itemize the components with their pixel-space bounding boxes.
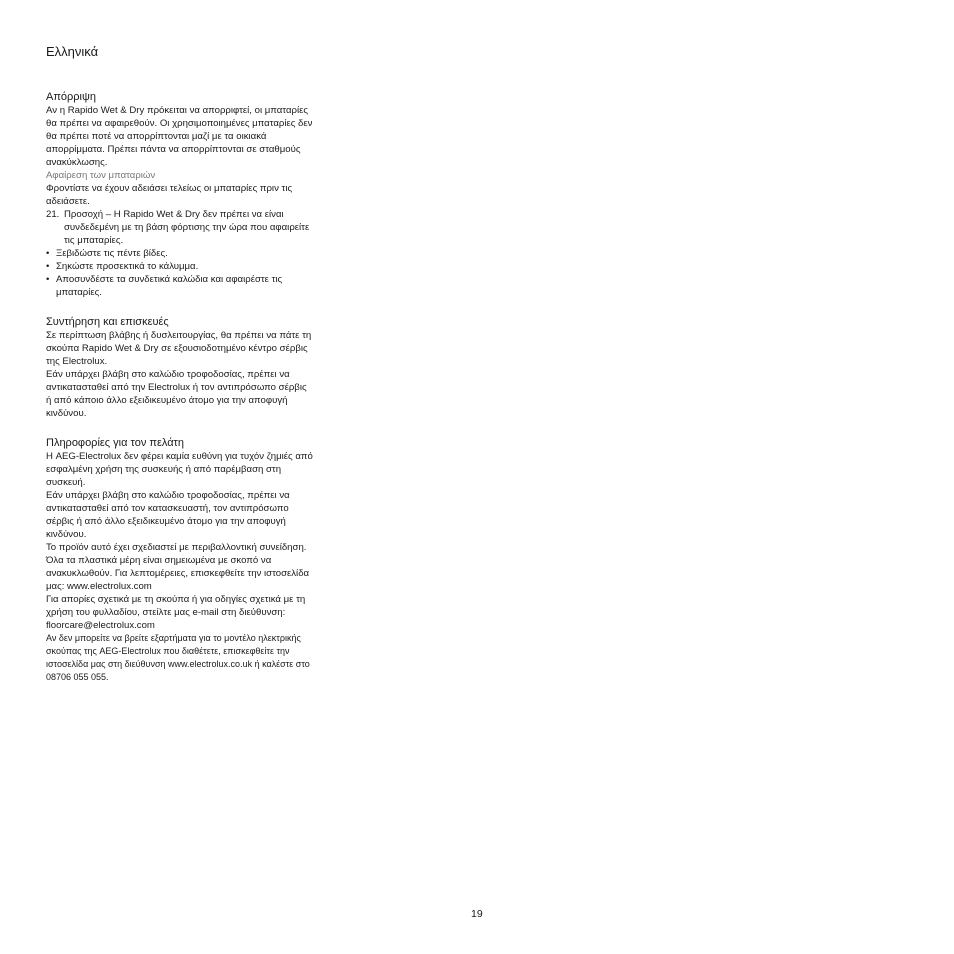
maintenance-title: Συντήρηση και επισκευές xyxy=(46,316,169,328)
battery-steps-list xyxy=(46,247,314,299)
disposal-section xyxy=(46,90,314,299)
customer-info-p3: Το προϊόν αυτό έχει σχεδιαστεί με περιβαλλοντική συνείδηση. Όλα τα πλαστικά μέρη είναι σημειωμένα με σκοπό να ανακυκλωθούν. Για λεπτομέρειες, επισκεφθείτε την ιστοσελίδα μας: www.electrolux.com xyxy=(46,542,310,592)
step-21 xyxy=(46,208,314,247)
page-number: 19 xyxy=(471,908,483,920)
battery-intro: Φροντίστε να έχουν αδειάσει τελείως οι μπαταρίες πριν τις αδειάσετε. xyxy=(46,183,293,207)
maintenance-p2: Εάν υπάρχει βλάβη στο καλώδιο τροφοδοσίας, πρέπει να αντικατασταθεί από την Electrolux ή τον αντιπρόσωπο σέρβις ή από κάποιο άλλο εξειδικευμένο άτομο για την αποφυγή κινδύνου. xyxy=(46,369,307,419)
content-column xyxy=(46,90,314,694)
customer-info-title: Πληροφορίες για τον πελάτη xyxy=(46,437,185,449)
customer-info-p5: Αν δεν μπορείτε να βρείτε εξαρτήματα για το μοντέλο ηλεκτρικής σκούπας της AEG-Electrolux που διαθέτετε, επισκεφθείτε την ιστοσελίδα μας στη διεύθυνση www.electrolux.co.uk ή καλέστε στο 08706 055 055. xyxy=(46,633,310,682)
customer-info-p1: Η AEG-Electrolux δεν φέρει καμία ευθύνη για τυχόν ζημιές από εσφαλμένη χρήση της συσκευής ή από παρέμβαση στη συσκευή. xyxy=(46,451,313,488)
maintenance-section xyxy=(46,315,314,420)
step-text: Προσοχή – Η Rapido Wet & Dry δεν πρέπει να είναι συνδεδεμένη με τη βάση φόρτισης την ώρα που αφαιρείτε τις μπαταρίες. xyxy=(64,209,310,246)
battery-removal-title: Αφαίρεση των μπαταριών xyxy=(46,170,156,181)
list-item: • Σηκώστε προσεκτικά το κάλυμμα. xyxy=(46,260,314,273)
list-item: • Αποσυνδέστε τα συνδετικά καλώδια και αφαιρέστε τις μπαταρίες. xyxy=(46,273,314,299)
customer-info-p4: Για απορίες σχετικά με τη σκούπα ή για οδηγίες σχετικά με τη χρήση του φυλλαδίου, στείλτε μας e-mail στη διεύθυνση: floorcare@electrolux.com xyxy=(46,594,306,631)
disposal-title: Απόρριψη xyxy=(46,91,96,103)
list-item: • Ξεβιδώστε τις πέντε βίδες. xyxy=(46,247,314,260)
step-number: 21. xyxy=(46,209,60,220)
customer-info-p2: Εάν υπάρχει βλάβη στο καλώδιο τροφοδοσίας, πρέπει να αντικατασταθεί από τον κατασκευαστή, τον αντιπρόσωπο σέρβις ή από άλλο εξειδικευμένο άτομο για την αποφυγή κινδύνου. xyxy=(46,490,290,540)
disposal-body: Αν η Rapido Wet & Dry πρόκειται να απορριφτεί, οι μπαταρίες θα πρέπει να αφαιρεθούν. Οι χρησιμοποιημένες μπαταρίες δεν θα πρέπει ποτέ να απορρίπτονται μαζί με τα οικιακά απορρίμματα. Πρέπει πάντα να απορρίπτονται σε σταθμούς ανακύκλωσης. xyxy=(46,105,313,168)
language-heading: Ελληνικά xyxy=(46,44,99,59)
customer-info-section xyxy=(46,436,314,684)
maintenance-p1: Σε περίπτωση βλάβης ή δυσλειτουργίας, θα πρέπει να πάτε τη σκούπα Rapido Wet & Dry σε εξουσιοδοτημένο κέντρο σέρβις της Electrolux. xyxy=(46,330,312,367)
